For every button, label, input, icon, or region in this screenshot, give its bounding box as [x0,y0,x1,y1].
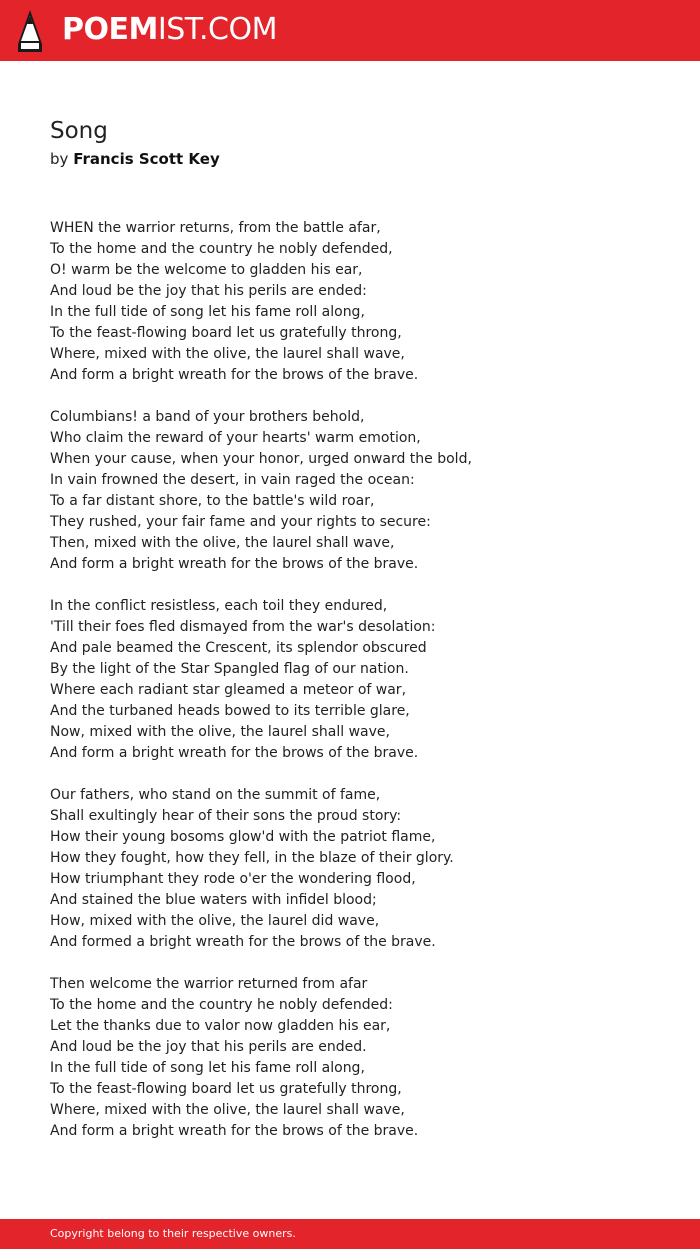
poem-line: Then, mixed with the olive, the laurel shall wave, [50,535,395,551]
poem-stanza [50,407,670,575]
poem-stanza [50,974,670,1142]
poem-line: In the full tide of song let his fame roll along, [50,304,365,320]
poem-line: And formed a bright wreath for the brows of the brave. [50,934,436,950]
poem-line: To the home and the country he nobly defended: [50,997,393,1013]
poem-line: And form a bright wreath for the brows of the brave. [50,556,419,572]
poem-line: How, mixed with the olive, the laurel did wave, [50,913,380,929]
poem-stanza [50,785,670,953]
poem-line: Let the thanks due to valor now gladden his ear, [50,1018,391,1034]
poem-line: By the light of the Star Spangled flag of our nation. [50,661,409,677]
site-logo[interactable] [62,13,277,47]
poem-stanza [50,218,670,386]
poem-line: Who claim the reward of your hearts' warm emotion, [50,430,421,446]
poem-line: Now, mixed with the olive, the laurel shall wave, [50,724,390,740]
poem-body [50,218,670,1163]
by-label: by [50,150,69,168]
poem-line: Where, mixed with the olive, the laurel shall wave, [50,346,405,362]
poem-title: Song [50,118,108,144]
poem-line: Our fathers, who stand on the summit of fame, [50,787,381,803]
poem-line: To a far distant shore, to the battle's wild roar, [50,493,375,509]
poem-line: Where, mixed with the olive, the laurel shall wave, [50,1102,405,1118]
pencil-icon[interactable] [18,10,42,52]
poem-line: Shall exultingly hear of their sons the proud story: [50,808,402,824]
poem-line: In the conflict resistless, each toil they endured, [50,598,388,614]
copyright-text: Copyright belong to their respective owners. [50,1227,296,1240]
byline [50,148,220,170]
poem-line: To the feast-flowing board let us gratefully throng, [50,325,402,341]
poem-line: How their young bosoms glow'd with the patriot flame, [50,829,436,845]
poem-line: They rushed, your fair fame and your rights to secure: [50,514,431,530]
poem-line: WHEN the warrior returns, from the battle afar, [50,220,381,236]
poem-line: And form a bright wreath for the brows of the brave. [50,745,419,761]
poem-line: And loud be the joy that his perils are ended: [50,283,367,299]
poem-line: In the full tide of song let his fame roll along, [50,1060,365,1076]
poem-line: When your cause, when your honor, urged onward the bold, [50,451,472,467]
logo-light-text: IST.COM [157,12,277,47]
poem-line: To the home and the country he nobly defended, [50,241,393,257]
poem-line: And form a bright wreath for the brows of the brave. [50,367,419,383]
poem-line: Then welcome the warrior returned from afar [50,976,368,992]
poem-line: Where each radiant star gleamed a meteor of war, [50,682,407,698]
poem-line: How triumphant they rode o'er the wondering flood, [50,871,416,887]
poem-line: How they fought, how they fell, in the blaze of their glory. [50,850,454,866]
poem-line: Columbians! a band of your brothers behold, [50,409,365,425]
poem-line: 'Till their foes fled dismayed from the war's desolation: [50,619,436,635]
logo-bold-text: POEM [62,12,158,47]
poem-line: O! warm be the welcome to gladden his ear, [50,262,363,278]
poem-line: And stained the blue waters with infidel blood; [50,892,377,908]
poem-author: Francis Scott Key [73,150,220,168]
poem-line: In vain frowned the desert, in vain raged the ocean: [50,472,415,488]
poem-line: And loud be the joy that his perils are ended. [50,1039,367,1055]
poem-line: To the feast-flowing board let us gratefully throng, [50,1081,402,1097]
poem-stanza [50,596,670,764]
poem-line: And pale beamed the Crescent, its splendor obscured [50,640,427,656]
site-header [0,0,700,61]
poem-line: And form a bright wreath for the brows of the brave. [50,1123,419,1139]
poem-line: And the turbaned heads bowed to its terrible glare, [50,703,410,719]
site-footer [0,1219,700,1249]
